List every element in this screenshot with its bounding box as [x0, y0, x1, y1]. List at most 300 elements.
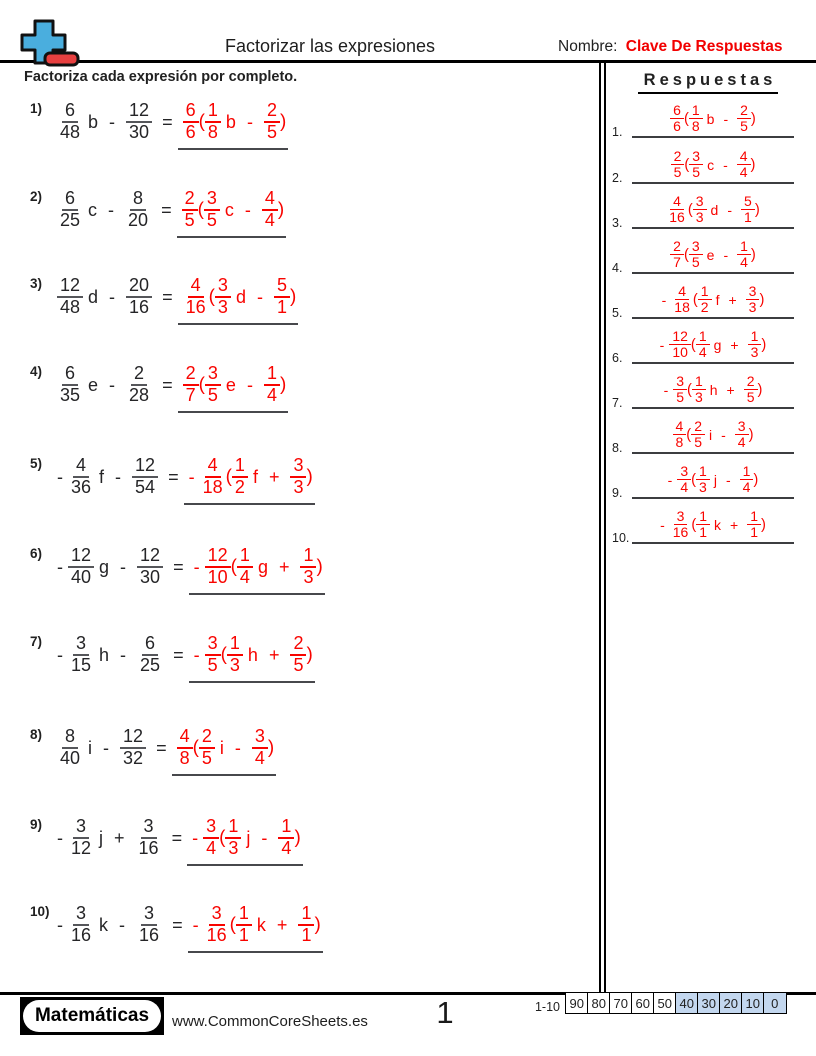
close-paren: ): [750, 156, 756, 173]
left-hand-expression: [57, 634, 163, 676]
numerator: 6: [62, 189, 78, 211]
variable: k: [99, 914, 109, 935]
fraction: [126, 364, 152, 406]
equals-sign: =: [161, 199, 172, 220]
fraction: [183, 276, 209, 318]
close-paren: ): [277, 199, 285, 220]
denominator: 48: [60, 297, 81, 317]
numerator: 1: [696, 509, 710, 525]
close-paren: ): [306, 644, 313, 665]
close-paren: ): [279, 111, 287, 132]
answer-blank-line: [632, 147, 794, 184]
numerator: 4: [188, 276, 204, 298]
numerator: 12: [126, 101, 152, 123]
close-paren: ): [759, 291, 765, 308]
negative-sign: -: [661, 291, 667, 308]
numerator: 12: [120, 727, 146, 749]
denominator: 3: [228, 838, 239, 858]
close-paren: ): [748, 426, 754, 443]
open-paren: (: [686, 426, 692, 443]
variable: g: [257, 556, 268, 577]
denominator: 20: [128, 210, 149, 230]
numerator: 3: [205, 364, 221, 386]
denominator: 4: [742, 479, 751, 495]
numerator: 3: [673, 374, 687, 390]
fraction: [136, 817, 162, 859]
answer-blank-line: [632, 282, 794, 319]
fraction: [689, 239, 703, 271]
fraction: [177, 727, 193, 769]
denominator: 4: [680, 479, 689, 495]
numerator: 3: [205, 634, 221, 656]
numerator: 2: [290, 634, 306, 656]
problem-row: [30, 905, 321, 945]
page-number: 1: [436, 995, 454, 1030]
left-hand-expression: [57, 817, 162, 859]
close-paren: ): [314, 914, 321, 935]
answer-number: 3.: [612, 216, 623, 230]
denominator: 36: [71, 477, 92, 497]
left-hand-expression: [57, 546, 163, 588]
fraction: [183, 101, 199, 143]
denominator: 1: [744, 209, 752, 225]
score-cell: 40: [675, 992, 699, 1014]
operator-sign: -: [120, 556, 127, 577]
numerator: 1: [298, 904, 314, 926]
operator-sign: +: [730, 516, 739, 533]
operator-sign: +: [726, 381, 735, 398]
open-paren: (: [683, 110, 689, 127]
denominator: 1: [699, 524, 708, 540]
fraction: [696, 509, 710, 541]
open-paren: (: [690, 336, 696, 353]
denominator: 3: [748, 299, 757, 315]
fraction: [57, 276, 83, 318]
answer-number: 2.: [612, 171, 623, 185]
variable: e: [88, 374, 99, 395]
fraction: [744, 374, 758, 406]
numerator: 4: [73, 456, 89, 478]
variable: d: [88, 286, 99, 307]
variable: h: [247, 644, 258, 665]
operator-sign: +: [728, 291, 737, 308]
fraction: [182, 189, 198, 231]
answer-number: 6.: [612, 351, 623, 365]
negative-sign: -: [193, 556, 200, 577]
denominator: 4: [698, 344, 707, 360]
numerator: 6: [62, 364, 78, 386]
variable: i: [219, 737, 224, 758]
fraction: [57, 727, 83, 769]
denominator: 5: [206, 210, 217, 230]
operator-sign: +: [730, 336, 739, 353]
operator-sign: -: [261, 827, 268, 848]
denominator: 4: [737, 434, 746, 450]
fraction: [264, 101, 280, 143]
answer-row: [610, 282, 794, 319]
answer-blank-line: [632, 462, 794, 499]
operator-sign: -: [246, 374, 253, 395]
answer-row: [610, 417, 794, 454]
fraction: [132, 456, 158, 498]
numerator: 1: [225, 817, 241, 839]
problem-row: [30, 190, 284, 230]
answer-row: [610, 101, 794, 138]
operator-sign: +: [268, 644, 280, 665]
numerator: 1: [740, 464, 754, 480]
operator-sign: -: [721, 426, 726, 443]
answer-expression: [673, 419, 754, 451]
operator-sign: +: [276, 914, 288, 935]
fraction: [200, 456, 226, 498]
numerator: 1: [737, 239, 751, 255]
equals-sign: =: [168, 466, 179, 487]
fraction: [698, 284, 712, 316]
open-paren: (: [197, 199, 204, 220]
open-paren: (: [219, 827, 226, 848]
open-paren: (: [691, 516, 697, 533]
problem-number: 1): [30, 101, 43, 116]
fraction: [205, 546, 231, 588]
numerator: 1: [300, 546, 316, 568]
denominator: 4: [740, 254, 748, 270]
operator-sign: -: [723, 110, 729, 127]
numerator: 2: [691, 419, 705, 435]
fraction: [215, 276, 231, 318]
variable: f: [99, 466, 105, 487]
variable: c: [707, 156, 715, 173]
numerator: 4: [675, 284, 689, 300]
answer-expression: [666, 194, 759, 226]
numerator: 3: [290, 456, 306, 478]
numerator: 3: [203, 817, 219, 839]
fraction: [262, 189, 278, 231]
fraction: [274, 276, 290, 318]
answer-number: 8.: [612, 441, 623, 455]
numerator: 2: [671, 149, 685, 165]
negative-sign: -: [192, 914, 199, 935]
variable: b: [706, 110, 715, 127]
score-cell: 80: [587, 992, 611, 1014]
subject-badge: [20, 997, 164, 1035]
denominator: 5: [676, 389, 685, 405]
fraction: [236, 904, 252, 946]
numerator: 3: [693, 194, 707, 210]
numerator: 2: [670, 239, 684, 255]
denominator: 12: [71, 838, 92, 858]
operator-sign: -: [723, 156, 728, 173]
fraction: [126, 276, 152, 318]
subject-badge-label: Matemáticas: [23, 1000, 161, 1032]
denominator: 16: [185, 297, 206, 317]
page-title: Factorizar las expresiones: [224, 36, 436, 56]
score-table: [565, 992, 787, 1014]
problem-number: 8): [30, 727, 43, 742]
fraction: [205, 634, 221, 676]
problem-number: 9): [30, 817, 43, 832]
open-paren: (: [692, 291, 698, 308]
negative-sign: -: [188, 466, 195, 487]
denominator: 16: [138, 838, 159, 858]
negative-sign: -: [57, 466, 63, 487]
fraction: [689, 103, 703, 135]
fraction: [666, 194, 688, 226]
denominator: 10: [207, 567, 228, 587]
answer-blank-line: [632, 237, 794, 274]
problem-number: 7): [30, 634, 43, 649]
close-paren: ): [761, 516, 766, 533]
fraction: [205, 364, 221, 406]
variable: h: [709, 381, 718, 398]
fraction: [57, 189, 83, 231]
denominator: 40: [60, 748, 81, 768]
fraction: [671, 284, 693, 316]
problem-number: 4): [30, 364, 43, 379]
denominator: 16: [139, 925, 160, 945]
operator-sign: -: [256, 286, 263, 307]
denominator: 8: [691, 118, 700, 134]
denominator: 5: [184, 210, 195, 230]
numerator: 3: [746, 284, 760, 300]
equals-sign: =: [156, 737, 167, 758]
operator-sign: -: [115, 466, 122, 487]
denominator: 4: [739, 164, 748, 180]
fraction: [670, 509, 692, 541]
close-paren: ): [267, 737, 275, 758]
open-paren: (: [687, 381, 692, 398]
variable: h: [99, 644, 110, 665]
open-paren: (: [208, 286, 215, 307]
negative-sign: -: [660, 516, 665, 533]
denominator: 28: [129, 385, 150, 405]
equals-sign: =: [162, 374, 173, 395]
numerator: 4: [737, 149, 751, 165]
negative-sign: -: [57, 644, 63, 665]
problem-row: [30, 635, 313, 675]
variable: d: [710, 201, 719, 218]
numerator: 1: [747, 509, 761, 525]
answer-blank-line: [632, 327, 794, 364]
close-paren: ): [761, 336, 767, 353]
answer-expression: [660, 329, 767, 361]
numerator: 1: [278, 817, 294, 839]
equals-sign: =: [162, 111, 173, 132]
variable: i: [88, 737, 93, 758]
answer-number: 4.: [612, 261, 623, 275]
numerator: 6: [183, 101, 199, 123]
denominator: 5: [673, 164, 682, 180]
answer-blank-line: [632, 101, 794, 138]
fraction: [225, 817, 241, 859]
fraction: [737, 239, 751, 271]
equals-sign: =: [171, 827, 183, 848]
numerator: 3: [141, 817, 157, 839]
fraction: [137, 546, 163, 588]
answer-expression: [189, 456, 313, 498]
answer-expression: [183, 101, 287, 143]
negative-sign: -: [192, 827, 199, 848]
variable: k: [256, 914, 266, 935]
variable: g: [713, 336, 722, 353]
score-range-label: 1-10: [534, 1000, 560, 1014]
denominator: 4: [281, 838, 292, 858]
denominator: 48: [60, 122, 81, 142]
denominator: 16: [129, 297, 150, 317]
problem-row: [30, 728, 274, 768]
answer-expression: [194, 546, 323, 588]
denominator: 2: [234, 477, 245, 497]
fraction: [264, 364, 280, 406]
close-paren: ): [753, 471, 759, 488]
operator-sign: -: [120, 644, 127, 665]
close-paren: ): [294, 827, 301, 848]
numerator: 1: [689, 103, 703, 119]
numerator: 2: [744, 374, 758, 390]
variable: b: [225, 111, 236, 132]
fraction: [137, 634, 163, 676]
name-label: Nombre:: [558, 38, 618, 55]
equals-sign: =: [173, 644, 184, 665]
denominator: 5: [740, 118, 748, 134]
numerator: 6: [142, 634, 158, 656]
operator-sign: -: [727, 201, 733, 218]
answer-blank-line: [632, 372, 794, 409]
numerator: 3: [209, 904, 225, 926]
close-paren: ): [754, 201, 760, 218]
denominator: 6: [673, 118, 681, 134]
fraction: [203, 817, 219, 859]
answer-number: 9.: [612, 486, 623, 500]
fraction: [673, 374, 687, 406]
variable: k: [714, 516, 722, 533]
fraction: [693, 194, 707, 226]
fraction: [677, 464, 691, 496]
negative-sign: -: [57, 914, 63, 935]
problem-row: [30, 547, 323, 587]
variable: g: [99, 556, 110, 577]
answer-number: 5.: [612, 306, 623, 320]
fraction: [746, 284, 760, 316]
denominator: 4: [264, 210, 275, 230]
score-cell: 90: [565, 992, 589, 1014]
numerator: 12: [68, 546, 94, 568]
answer-row: [610, 192, 794, 229]
numerator: 12: [132, 456, 158, 478]
left-hand-expression: [57, 364, 152, 406]
numerator: 4: [205, 456, 221, 478]
numerator: 6: [62, 101, 78, 123]
answer-expression: [177, 727, 275, 769]
equals-sign: =: [172, 914, 183, 935]
negative-sign: -: [659, 336, 665, 353]
fraction: [136, 904, 162, 946]
equals-sign: =: [162, 286, 173, 307]
close-paren: ): [289, 286, 297, 307]
fraction: [57, 101, 83, 143]
left-hand-expression: [57, 101, 152, 143]
denominator: 16: [206, 925, 227, 945]
fraction: [183, 364, 199, 406]
numerator: 12: [669, 329, 691, 345]
denominator: 25: [140, 655, 161, 675]
problem-number: 10): [30, 904, 50, 919]
denominator: 3: [694, 389, 703, 405]
denominator: 8: [179, 748, 190, 768]
denominator: 3: [695, 209, 704, 225]
fraction: [747, 509, 761, 541]
minus-icon: [45, 53, 78, 65]
denominator: 5: [201, 748, 212, 768]
answer-expression: [194, 634, 313, 676]
plus-minus-logo-icon: [14, 12, 90, 73]
denominator: 8: [675, 434, 684, 450]
numerator: 3: [735, 419, 749, 435]
numerator: 1: [748, 329, 762, 345]
score-cell: 30: [697, 992, 721, 1014]
numerator: 4: [262, 189, 278, 211]
answer-blank-line: [632, 507, 794, 544]
open-paren: (: [230, 556, 237, 577]
denominator: 18: [202, 477, 223, 497]
operator-sign: -: [103, 737, 110, 758]
denominator: 25: [60, 210, 81, 230]
denominator: 10: [672, 344, 688, 360]
fraction: [237, 546, 253, 588]
problem-row: [30, 457, 313, 497]
denominator: 32: [123, 748, 144, 768]
fraction: [670, 239, 684, 271]
fraction: [290, 456, 306, 498]
denominator: 4: [254, 748, 265, 768]
fraction: [68, 904, 94, 946]
denominator: 4: [266, 385, 277, 405]
denominator: 54: [135, 477, 156, 497]
negative-sign: -: [57, 556, 63, 577]
fraction: [68, 546, 94, 588]
answer-expression: [664, 374, 763, 406]
fraction: [741, 194, 755, 226]
denominator: 30: [129, 122, 150, 142]
open-paren: (: [198, 111, 205, 132]
denominator: 4: [206, 838, 217, 858]
denominator: 5: [692, 164, 701, 180]
denominator: 4: [239, 567, 250, 587]
variable: c: [88, 199, 98, 220]
left-hand-expression: [57, 904, 162, 946]
answer-row: [610, 327, 794, 364]
open-paren: (: [220, 644, 227, 665]
denominator: 3: [229, 655, 240, 675]
negative-sign: -: [667, 471, 673, 488]
numerator: 5: [274, 276, 290, 298]
open-paren: (: [198, 374, 205, 395]
fraction: [120, 727, 146, 769]
variable: c: [224, 199, 234, 220]
denominator: 5: [293, 655, 304, 675]
numerator: 1: [696, 464, 710, 480]
open-paren: (: [687, 201, 693, 218]
answer-expression: [193, 904, 321, 946]
variable: e: [225, 374, 236, 395]
denominator: 5: [207, 655, 218, 675]
answer-expression: [183, 276, 297, 318]
variable: e: [706, 246, 715, 263]
negative-sign: -: [57, 827, 63, 848]
problem-number: 3): [30, 276, 43, 291]
operator-sign: -: [119, 914, 126, 935]
close-paren: ): [750, 246, 756, 263]
fraction: [232, 456, 248, 498]
